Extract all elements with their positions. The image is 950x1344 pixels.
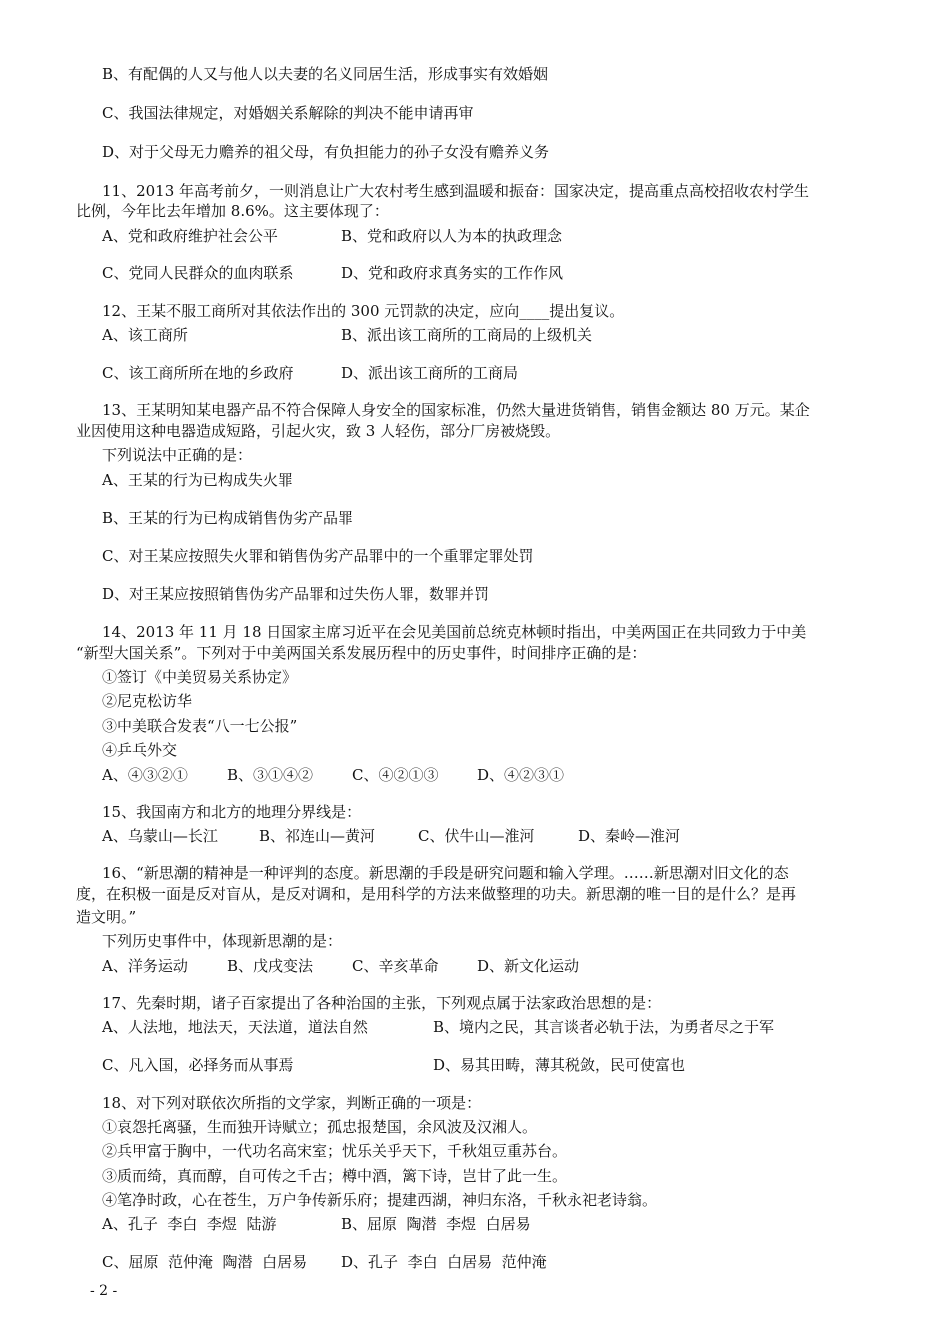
q16-option-c: C、辛亥革命	[352, 957, 439, 975]
q12-option-a: A、该工商所	[102, 326, 188, 344]
q14-stem-line1: 14、2013 年 11 月 18 日国家主席习近平在会见美国前总统克林顿时指出，中美两国正在共同致力于中美	[102, 623, 807, 641]
q12-option-c: C、该工商所所在地的乡政府	[102, 364, 294, 382]
q13-stem-line1: 13、王某明知某电器产品不符合保障人身安全的国家标准，仍然大量进货销售，销售金额达 80 万元。某企	[102, 401, 810, 419]
q14-item-3: ③中美联合发表“八一七公报”	[102, 717, 298, 735]
q18-item-1: ①哀怨托离骚，生而独开诗赋立；孤忠报楚国，余风波及汉湘人。	[102, 1118, 538, 1136]
q16-stem-line3: 造文明。”	[76, 908, 137, 926]
q17-option-a: A、人法地，地法天，天法道，道法自然	[102, 1018, 368, 1036]
q13-stem-line3: 下列说法中正确的是：	[102, 446, 253, 464]
q14-item-2: ②尼克松访华	[102, 692, 193, 710]
q12-option-b: B、派出该工商所的工商局的上级机关	[341, 326, 593, 344]
q10-option-c: C、我国法律规定，对婚姻关系解除的判决不能申请再审	[102, 104, 474, 122]
q14-item-1: ①签订《中美贸易关系协定》	[102, 668, 298, 686]
q15-stem: 15、我国南方和北方的地理分界线是：	[102, 803, 362, 821]
q16-option-d: D、新文化运动	[477, 957, 580, 975]
q11-option-d: D、党和政府求真务实的工作作风	[341, 264, 564, 282]
q16-stem-line1: 16、“新思潮的精神是一种评判的态度。新思潮的手段是研究问题和输入学理。……新思潮对旧文化的态	[102, 864, 789, 882]
q13-option-c: C、对王某应按照失火罪和销售伪劣产品罪中的一个重罪定罪处罚	[102, 547, 534, 565]
q14-option-d: D、④②③①	[477, 766, 565, 784]
q12-option-d: D、派出该工商所的工商局	[341, 364, 519, 382]
q11-stem-line1: 11、2013 年高考前夕，一则消息让广大农村考生感到温暖和振奋：国家决定，提高重点高校招收农村学生	[102, 182, 810, 200]
q13-option-a: A、王某的行为已构成失火罪	[102, 471, 293, 489]
q18-option-a: A、孔子 李白 李煜 陆游	[102, 1215, 277, 1233]
q16-stem-line4: 下列历史事件中，体现新思潮的是：	[102, 932, 343, 950]
q12-stem: 12、王某不服工商所对其依法作出的 300 元罚款的决定，应向____提出复议。	[102, 302, 625, 320]
q14-item-4: ④乒乓外交	[102, 741, 178, 759]
q18-stem: 18、对下列对联依次所指的文学家，判断正确的一项是：	[102, 1094, 482, 1112]
q11-option-c: C、党同人民群众的血肉联系	[102, 264, 294, 282]
q14-stem-line2: “新型大国关系”。下列对于中美两国关系发展历程中的历史事件，时间排序正确的是：	[76, 644, 647, 662]
q18-item-3: ③质而绮，真而醇，自可传之千古；樽中酒，篱下诗，岂甘了此一生。	[102, 1167, 568, 1185]
q13-stem-line2: 业因使用这种电器造成短路，引起火灾，致 3 人轻伤，部分厂房被烧毁。	[76, 422, 561, 440]
q14-option-c: C、④②①③	[352, 766, 439, 784]
q13-option-b: B、王某的行为已构成销售伪劣产品罪	[102, 509, 354, 527]
q14-option-a: A、④③②①	[102, 766, 188, 784]
q17-option-c: C、凡入国，必择务而从事焉	[102, 1056, 294, 1074]
q10-option-b: B、有配偶的人又与他人以夫妻的名义同居生活，形成事实有效婚姻	[102, 65, 549, 83]
q15-option-a: A、乌蒙山—长江	[102, 827, 218, 845]
q18-option-c: C、屈原 范仲淹 陶潜 白居易	[102, 1253, 308, 1271]
q11-option-a: A、党和政府维护社会公平	[102, 227, 278, 245]
q17-option-b: B、境内之民，其言谈者必轨于法，为勇者尽之于军	[433, 1018, 775, 1036]
q16-stem-line2: 度，在积极一面是反对盲从，是反对调和，是用科学的方法来做整理的功夫。新思潮的唯一目的是什么？是再	[76, 885, 797, 903]
q16-option-a: A、洋务运动	[102, 957, 188, 975]
q11-option-b: B、党和政府以人为本的执政理念	[341, 227, 563, 245]
q14-option-b: B、③①④②	[227, 766, 314, 784]
q17-option-d: D、易其田畴，薄其税敛，民可使富也	[433, 1056, 686, 1074]
q16-option-b: B、戊戌变法	[227, 957, 314, 975]
q11-stem-line2: 比例，今年比去年增加 8.6%。这主要体现了：	[76, 202, 389, 220]
q18-item-2: ②兵甲富于胸中，一代功名高宋室；忧乐关乎天下，千秋俎豆重苏台。	[102, 1142, 568, 1160]
q18-item-4: ④笔净时政，心在苍生，万户争传新乐府；提建西湖，神归东洛，千秋永祀老诗翁。	[102, 1191, 658, 1209]
q15-option-d: D、秦岭—淮河	[578, 827, 681, 845]
page-number: - 2 -	[90, 1283, 118, 1299]
q15-option-b: B、祁连山—黄河	[259, 827, 376, 845]
q18-option-b: B、屈原 陶潜 李煜 白居易	[341, 1215, 531, 1233]
q15-option-c: C、伏牛山—淮河	[418, 827, 535, 845]
q17-stem: 17、先秦时期，诸子百家提出了各种治国的主张，下列观点属于法家政治思想的是：	[102, 994, 662, 1012]
q10-option-d: D、对于父母无力赡养的祖父母，有负担能力的孙子女没有赡养义务	[102, 143, 550, 161]
q18-option-d: D、孔子 李白 白居易 范仲淹	[341, 1253, 547, 1271]
q13-option-d: D、对王某应按照销售伪劣产品罪和过失伤人罪，数罪并罚	[102, 585, 490, 603]
